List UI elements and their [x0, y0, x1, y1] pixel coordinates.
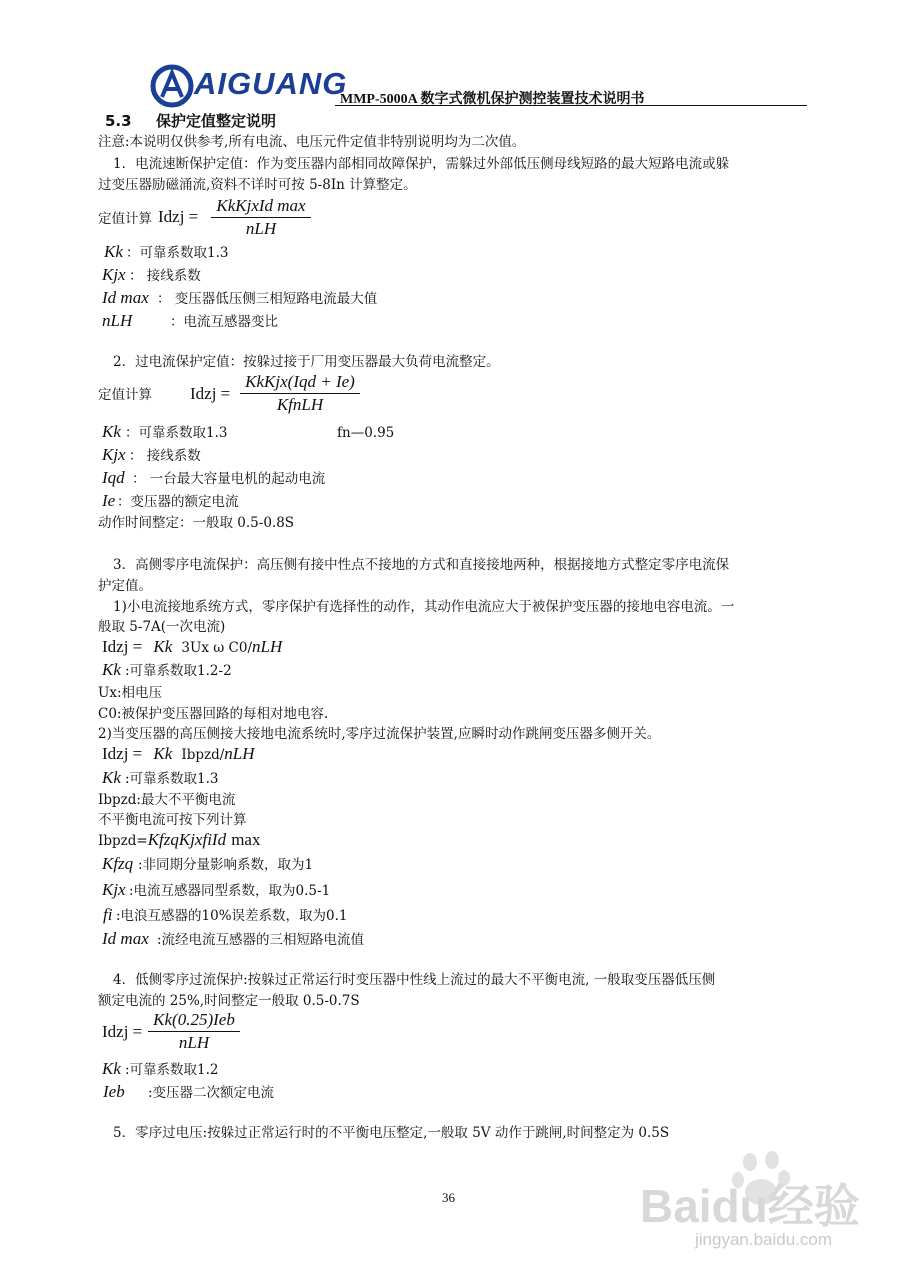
header-rule	[335, 105, 807, 106]
p2-def-desc: ：可靠系数取1.3	[125, 425, 228, 441]
p1-formula-fraction	[211, 196, 311, 239]
p3-f1-lhs: Idzj =	[102, 637, 143, 656]
p1-formula-numerator: KkKjxId max	[216, 196, 306, 215]
p2-formula-denominator: KfnLH	[276, 395, 324, 414]
p2-def-sym: Iqd	[102, 468, 125, 487]
p3-f3-def-sym: fi	[103, 905, 113, 924]
section-number: 5.3	[105, 112, 132, 130]
p3-calc-note: 不平衡电流可按下列计算	[98, 812, 247, 828]
p3-line2: 护定值。	[98, 578, 152, 594]
p2-def-desc: ： 一台最大容量电机的起动电流	[132, 471, 326, 487]
p1-def-desc: ： 接线系数	[129, 268, 201, 284]
section-title: 保护定值整定说明	[156, 112, 277, 130]
note-text: 注意:本说明仅供参考,所有电流、电压元件定值非特别说明均为二次值。	[98, 134, 526, 150]
p1-formula-prefix: 定值计算	[98, 211, 152, 227]
p3-f3-def-desc: :电浪互感器的10%误差系数，取为0.1	[116, 908, 348, 924]
p3-ibpzd-def: Ibpzd:最大不平衡电流	[98, 792, 236, 808]
p3-f2-k: Kk	[153, 744, 173, 763]
p3-f3-prefix: Ibpzd=	[98, 833, 148, 849]
logo-text: AIGUANG	[194, 66, 348, 101]
p3-sub2-line1: 2)当变压器的高压侧接大接地电流系统时,零序过流保护装置,应瞬时动作跳闸变压器多侧开关。	[98, 726, 661, 742]
p3-f2-lhs: Idzj =	[102, 744, 143, 763]
p1-def-desc: ：可靠系数取1.3	[126, 245, 229, 261]
p3-f3-def-sym: Id max	[102, 929, 149, 948]
p2-time-note: 动作时间整定：一般取 0.5-0.8S	[98, 515, 295, 531]
p3-formula-2	[102, 744, 255, 764]
p2-fn-note: fn—0.95	[337, 425, 395, 441]
p4-line1: 4．低侧零序过流保护:按躲过正常运行时变压器中性线上流过的最大不平衡电流, 一般取变压器低压侧	[113, 972, 716, 988]
p1-def-sym: nLH	[102, 311, 133, 330]
p3-c0-def: C0:被保护变压器回路的每相对地电容.	[98, 706, 329, 722]
p1-def-desc: ： 变压器低压侧三相短路电流最大值	[157, 291, 378, 307]
p3-f1-den: nLH	[252, 637, 283, 656]
p3-formula-1	[102, 637, 282, 657]
p2-formula-prefix: 定值计算	[98, 387, 152, 403]
logo-emblem-icon	[150, 64, 194, 108]
p1-line1: 1．电流速断保护定值：作为变压器内部相同故障保护，需躲过外部低压侧母线短路的最大短路电流或躲	[113, 156, 730, 172]
p3-f3-max: max	[231, 830, 261, 849]
p2-formula-numerator: KkKjx(Iqd + Ie)	[245, 372, 355, 391]
p2-def-sym: Kk	[102, 422, 121, 441]
p2-def-sym: Ie	[102, 491, 116, 510]
p3-sub1-line1: 1)小电流接地系统方式，零序保护有选择性的动作，其动作电流应大于被保护变压器的接地电容电流。一	[113, 599, 735, 615]
p3-line1: 3．高侧零序电流保护：高压侧有接中性点不接地的方式和直接接地两种，根据接地方式整定零序电流保	[113, 557, 730, 573]
p3-f2-mid: Ibpzd/	[181, 747, 225, 763]
p3-f1-mid: 3Ux ω C0/	[181, 640, 252, 656]
p3-ux-def: Ux:相电压	[98, 685, 163, 701]
p2-def-desc: ：变压器的额定电流	[117, 494, 239, 510]
p3-f1-def-desc: :可靠系数取1.2-2	[125, 663, 232, 679]
p3-f1-def-sym: Kk	[102, 660, 121, 679]
p2-line1: 2．过电流保护定值：按躲过接于厂用变压器最大负荷电流整定。	[113, 354, 500, 370]
p3-f1-k: Kk	[153, 637, 173, 656]
p4-def-desc: :可靠系数取1.2	[125, 1062, 219, 1078]
p3-f2-def-sym: Kk	[102, 768, 121, 787]
p3-f2-den: nLH	[224, 744, 255, 763]
watermark-url: jingyan.baidu.com	[695, 1230, 833, 1249]
p1-def-sym: Kk	[104, 242, 123, 261]
p3-f2-def-desc: :可靠系数取1.3	[125, 771, 219, 787]
p4-formula-fraction	[148, 1010, 240, 1053]
p4-def-sym: Kk	[102, 1059, 121, 1078]
p4-line2: 额定电流的 25%,时间整定一般取 0.5-0.7S	[98, 993, 360, 1009]
watermark-brand: Baidu经验	[640, 1180, 860, 1232]
p3-sub1-line2: 般取 5-7A(一次电流)	[98, 619, 226, 635]
p3-f3-def-desc: :电流互感器同型系数，取为0.5-1	[129, 883, 331, 899]
p1-def-sym: Id max	[102, 288, 149, 307]
page-number: 36	[442, 1190, 455, 1205]
p4-def-desc: :变压器二次额定电流	[148, 1085, 275, 1101]
p4-formula-lhs: Idzj =	[102, 1022, 143, 1041]
p2-formula-fraction	[240, 372, 360, 415]
p3-formula-3	[98, 830, 260, 850]
p4-formula-numerator: Kk(0.25)Ieb	[153, 1010, 235, 1029]
p4-def-sym: Ieb	[103, 1082, 125, 1101]
p2-def-sym: Kjx	[102, 445, 126, 464]
p3-f3-def-sym: Kfzq	[102, 854, 134, 873]
baidu-watermark	[640, 1150, 880, 1260]
p1-def-sym: Kjx	[102, 265, 126, 284]
p1-line2: 过变压器励磁涌流,资料不详时可按 5-8In 计算整定。	[98, 177, 417, 193]
p1-formula-denominator: nLH	[245, 219, 277, 238]
section-heading	[105, 110, 276, 131]
p5-line1: 5．零序过电压:按躲过正常运行时的不平衡电压整定,一般取 5V 动作于跳闸,时间整定为 0.5S	[113, 1125, 670, 1141]
p1-formula-lhs: Idzj =	[158, 207, 199, 226]
p3-f3-expr: KfzqKjxfiId	[147, 830, 227, 849]
p3-f3-def-desc: :非同期分量影响系数，取为1	[138, 857, 314, 873]
p2-def-desc: ： 接线系数	[129, 448, 201, 464]
document-title: MMP-5000A 数字式微机保护测控装置技术说明书	[340, 92, 645, 107]
p3-f3-def-desc: :流经电流互感器的三相短路电流值	[157, 932, 365, 948]
p3-f3-def-sym: Kjx	[102, 880, 126, 899]
p1-def-desc: ：电流互感器变比	[170, 314, 278, 330]
p4-formula-denominator: nLH	[178, 1033, 210, 1052]
p2-formula-lhs: Idzj =	[190, 384, 231, 403]
